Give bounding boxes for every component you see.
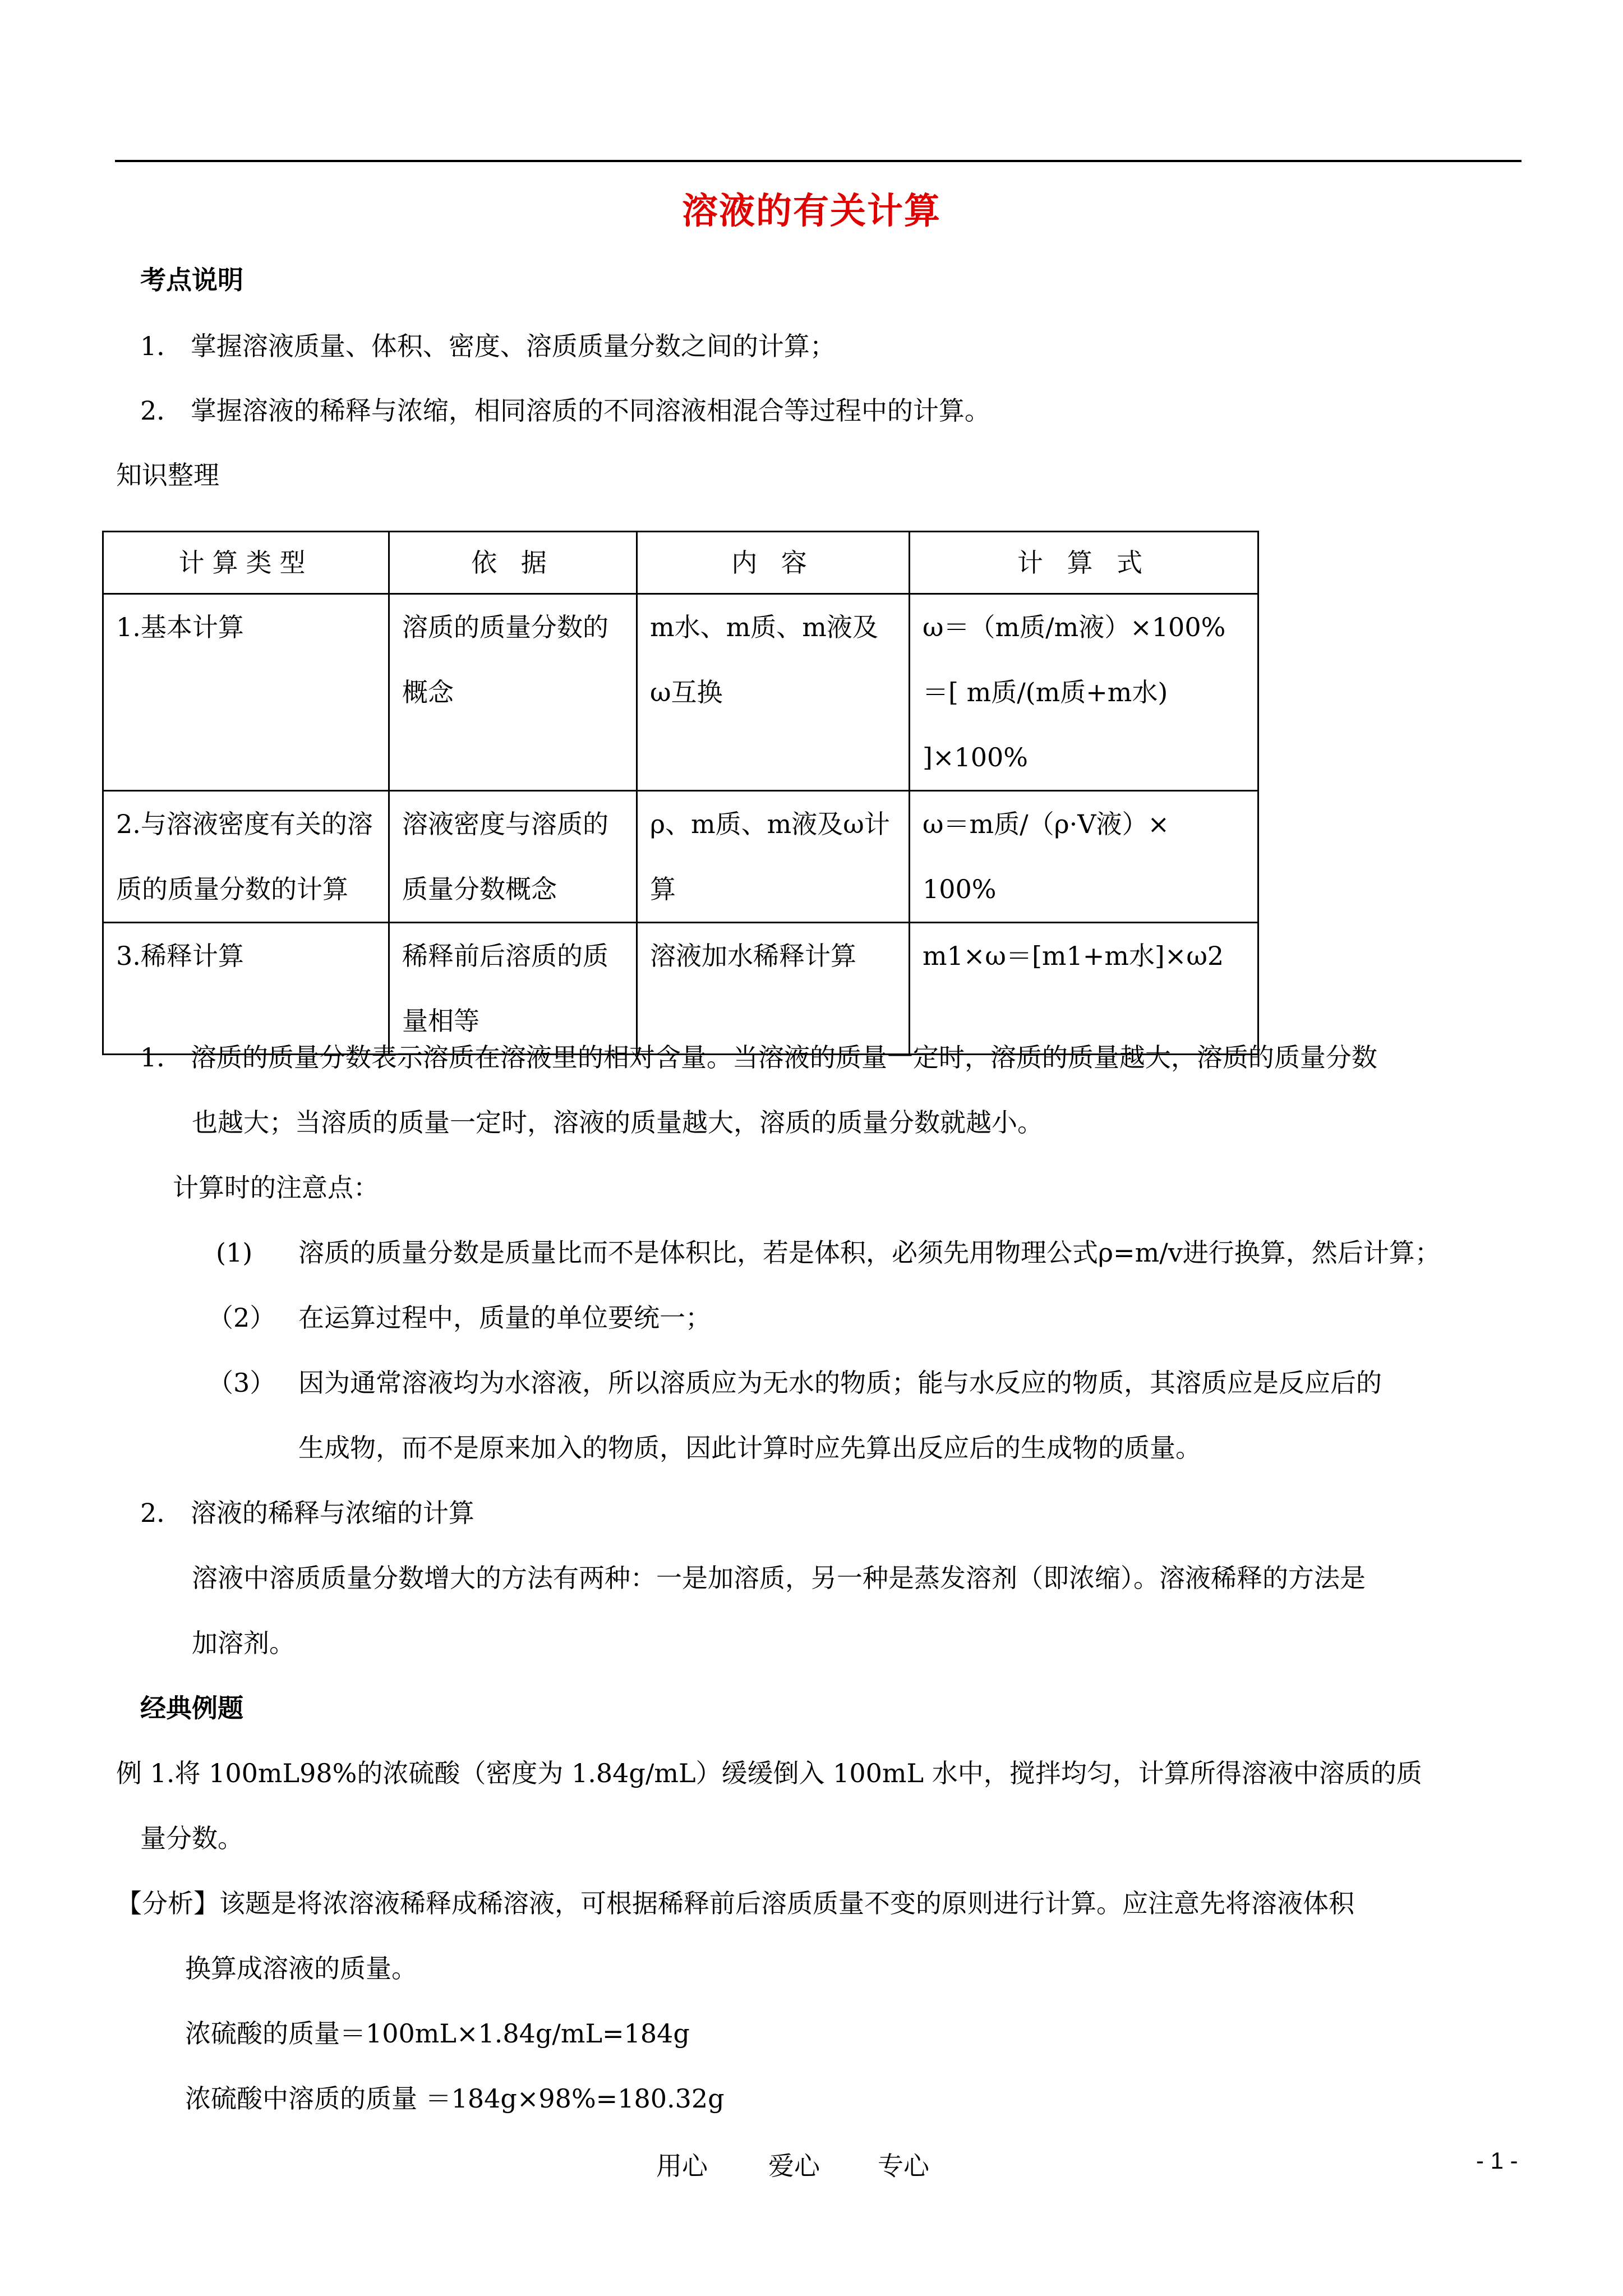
formula-line: ＝[ m质/(m质+m水) ]×100% [923,677,1168,772]
footer-item: 专心 [878,2151,929,2181]
note-3-number: （3） [208,1368,276,1398]
formula-line: ω＝m质/（ρ·V液）× [923,809,1170,839]
cell-content: ρ、m质、m液及ω计算 [637,791,910,923]
knowledge-table [102,531,1259,1055]
footer-item: 用心 [656,2151,708,2181]
para-1-line-1: 1． 溶质的质量分数表示溶质在溶液里的相对含量。当溶液的质量一定时，溶质的质量越大，溶质的质量分数 [140,1042,1377,1073]
cell-type: 1.基本计算 [103,594,389,791]
cell-content: 溶液加水稀释计算 [637,923,910,1055]
cell-formula [910,923,1258,1055]
example-1-line-1: 例 1.将 100mL98%的浓硫酸（密度为 1.84g/mL）缓缓倒入 100mL 水中，搅拌均匀，计算所得溶液中溶质的质 [116,1758,1422,1788]
cell-formula [910,791,1258,923]
note-heading: 计算时的注意点： [173,1172,379,1203]
calc-line-2: 浓硫酸中溶质的质量 ＝184g×98%=180.32g [185,2083,725,2114]
note-2-text: 在运算过程中，质量的单位要统一； [298,1303,711,1333]
header-content: 内 容 [637,532,910,594]
page-number: - 1 - [1476,2147,1518,2174]
note-1-text: 溶质的质量分数是质量比而不是体积比，若是体积，必须先用物理公式ρ=m/v进行换算，然后计算； [298,1237,1441,1268]
kaodian-item-2: 2． 掌握溶液的稀释与浓缩，相同溶质的不同溶液相混合等过程中的计算。 [140,395,990,426]
calc-line-1: 浓硫酸的质量＝100mL×1.84g/mL=184g [185,2018,690,2049]
cell-basis: 溶液密度与溶质的质量分数概念 [389,791,637,923]
para-2-heading: 2． 溶液的稀释与浓缩的计算 [140,1498,474,1528]
formula-line: ω＝（m质/m液）×100% [923,612,1226,642]
note-3-line-1: 因为通常溶液均为水溶液，所以溶质应为无水的物质；能与水反应的物质，其溶质应是反应后的 [298,1368,1382,1398]
analysis-line-2: 换算成溶液的质量。 [185,1953,417,1984]
table-row [103,791,1258,923]
formula-line: 100% [923,874,997,904]
examples-heading: 经典例题 [140,1693,243,1723]
note-1-number: (1) [216,1237,253,1268]
header-type: 计算类型 [103,532,389,594]
table-row [103,923,1258,1055]
kaodian-heading: 考点说明 [140,265,243,295]
table-row [103,594,1258,791]
page-title: 溶液的有关计算 [682,190,941,232]
cell-basis: 稀释前后溶质的质量相等 [389,923,637,1055]
cell-type: 2.与溶液密度有关的溶质的质量分数的计算 [103,791,389,923]
table-header-row [103,532,1258,594]
cell-basis: 溶质的质量分数的概念 [389,594,637,791]
note-2-number: （2） [208,1303,276,1333]
analysis-line-1: 【分析】该题是将浓溶液稀释成稀溶液，可根据稀释前后溶质质量不变的原则进行计算。应注意先将溶液体积 [116,1888,1354,1918]
cell-formula [910,594,1258,791]
header-basis: 依 据 [389,532,637,594]
footer-item: 爱心 [768,2151,820,2181]
para-1-line-2: 也越大；当溶质的质量一定时，溶液的质量越大，溶质的质量分数就越小。 [192,1107,1043,1138]
formula-line: m1×ω＝[m1+m水]×ω2 [923,941,1224,971]
para-2-line-1: 溶液中溶质质量分数增大的方法有两种：一是加溶质，另一种是蒸发溶剂（即浓缩）。溶液稀释的方法是 [192,1563,1366,1593]
header-formula: 计 算 式 [910,532,1258,594]
note-3-line-2: 生成物，而不是原来加入的物质，因此计算时应先算出反应后的生成物的质量。 [298,1433,1201,1463]
cell-content: m水、m质、m液及ω互换 [637,594,910,791]
zhishi-heading: 知识整理 [116,460,219,490]
kaodian-item-1: 1． 掌握溶液质量、体积、密度、溶质质量分数之间的计算； [140,331,836,361]
cell-type: 3.稀释计算 [103,923,389,1055]
para-2-line-2: 加溶剂。 [192,1628,295,1658]
example-1-line-2: 量分数。 [140,1823,243,1853]
header-rule [115,160,1521,162]
